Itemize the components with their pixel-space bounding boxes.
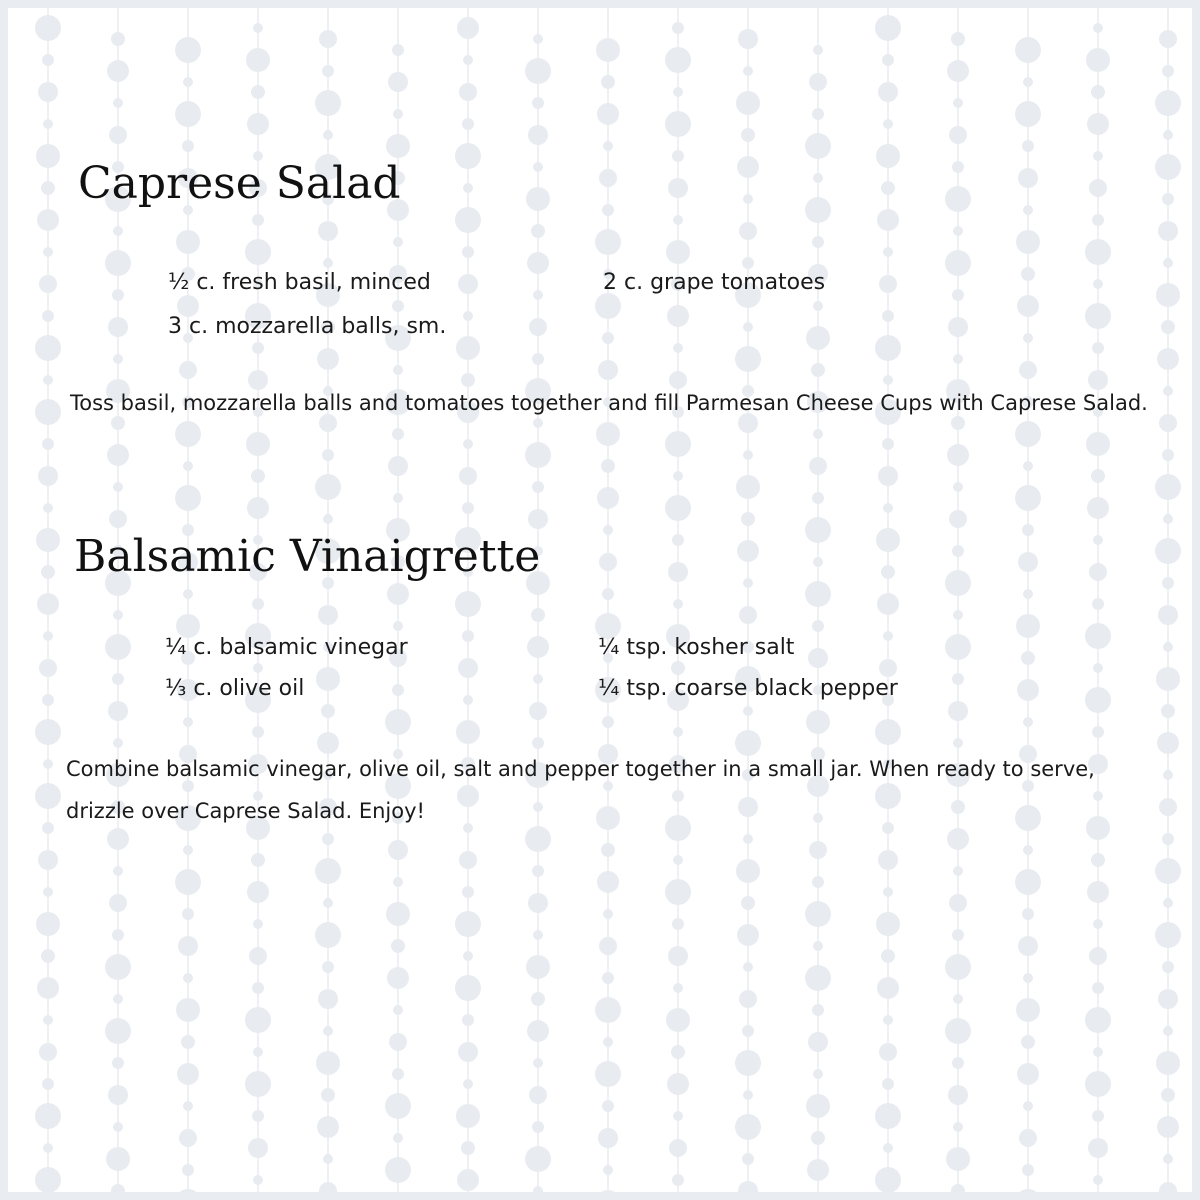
ingredient-balsamic-vinegar: ¼ c. balsamic vinegar <box>165 635 408 660</box>
recipe-content <box>8 8 1200 1200</box>
ingredient-black-pepper: ¼ tsp. coarse black pepper <box>598 676 898 701</box>
instructions-caprese-salad: Toss basil, mozzarella balls and tomatoes together and fill Parmesan Cheese Cups with Caprese Salad. <box>70 391 1148 415</box>
ingredient-kosher-salt: ¼ tsp. kosher salt <box>598 635 795 660</box>
ingredient-mozzarella: 3 c. mozzarella balls, sm. <box>168 314 447 339</box>
ingredient-grape-tomatoes: 2 c. grape tomatoes <box>603 270 826 295</box>
instructions-balsamic-vinaigrette: Combine balsamic vinegar, olive oil, salt and pepper together in a small jar. When ready to serve, drizzle over Caprese Salad. Enjoy! <box>66 757 1095 823</box>
recipe-title-balsamic-vinaigrette: Balsamic Vinaigrette <box>74 531 541 582</box>
pattern-dot <box>392 1196 404 1200</box>
recipe-title-caprese-salad: Caprese Salad <box>78 158 401 209</box>
ingredient-basil: ½ c. fresh basil, minced <box>168 270 431 295</box>
ingredient-olive-oil: ⅓ c. olive oil <box>165 676 305 701</box>
